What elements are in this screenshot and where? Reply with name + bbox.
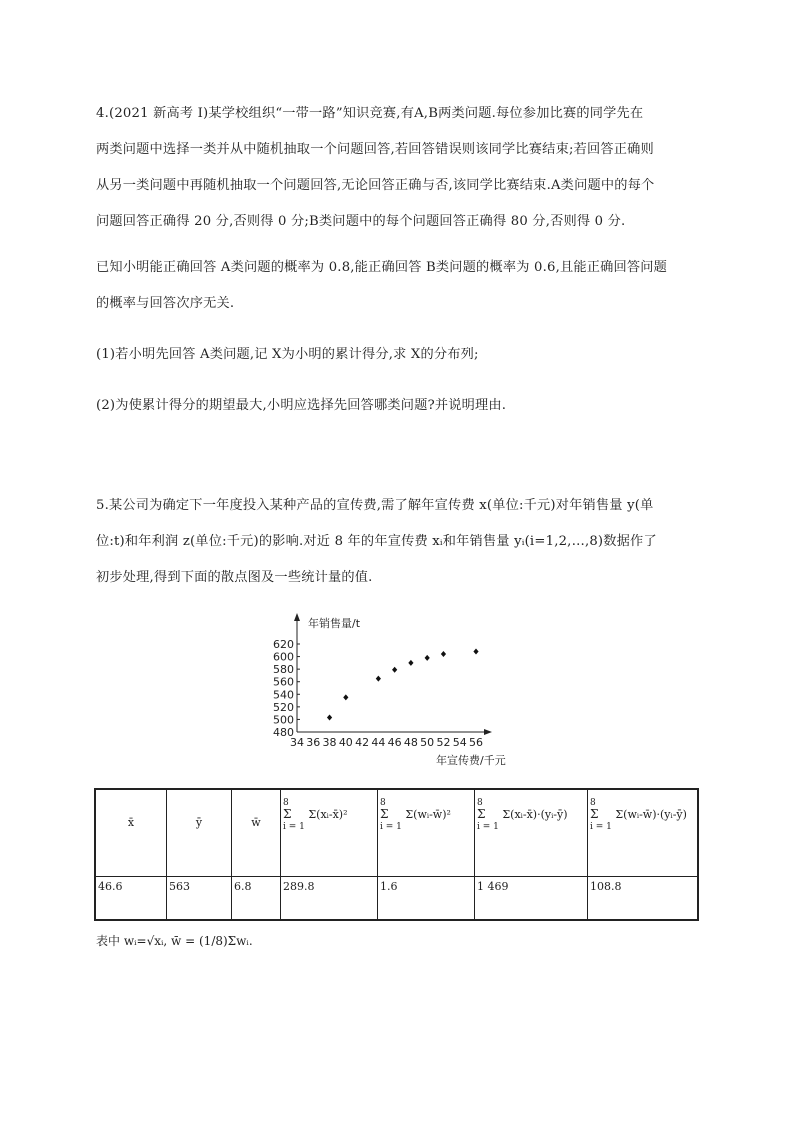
q4-para2-line-2: 的概率与回答次序无关. (96, 296, 235, 311)
x-tick-label: 48 (403, 736, 418, 749)
y-tick-label: 600 (273, 650, 294, 664)
x-tick-label: 52 (436, 736, 451, 749)
y-tick-label: 480 (273, 726, 294, 739)
data-point (376, 676, 381, 682)
footnote-prefix: 表中 (96, 934, 121, 948)
value-sum-wy: 108.8 (588, 877, 699, 921)
data-point (441, 651, 446, 657)
q4-part-2: (2)为使累计得分的期望最大,小明应选择先回答哪类问题?并说明理由. (96, 398, 507, 413)
data-point (343, 694, 348, 700)
header-sum-x-sq: 8 Σ i = 1 Σ(xᵢ-x̄)² (281, 789, 378, 877)
header-sum-w-sq: 8 Σ i = 1 Σ(wᵢ-w̄)² (378, 789, 475, 877)
x-tick-label: 42 (355, 736, 370, 749)
header-sum-xy: 8 Σ i = 1 Σ(xᵢ-x̄)·(yᵢ-ȳ) (475, 789, 588, 877)
footnote-formula: wᵢ=√xᵢ, w̄ = (1/8)Σwᵢ. (123, 934, 253, 948)
value-w-bar: 6.8 (232, 877, 281, 921)
x-tick-label: 46 (387, 736, 402, 749)
y-tick-label: 520 (273, 700, 294, 714)
x-tick-label: 56 (469, 736, 483, 749)
q4-part-1: (1)若小明先回答 A类问题,记 X为小明的累计得分,求 X的分布列; (96, 347, 479, 362)
x-tick-label: 54 (452, 736, 467, 749)
y-tick-label: 500 (273, 713, 294, 727)
value-x-bar: 46.6 (95, 877, 167, 921)
x-tick-label: 40 (338, 736, 353, 749)
q5-line-3: 初步处理,得到下面的散点图及一些统计量的值. (96, 570, 373, 585)
header-x-bar: x̄ (95, 789, 167, 877)
q4-line-3: 从另一类问题中再随机抽取一个问题回答,无论回答正确与否,该同学比赛结束.A类问题中的每个 (96, 178, 655, 193)
value-sum-w-sq: 1.6 (378, 877, 475, 921)
value-sum-xy: 1 469 (475, 877, 588, 921)
header-w-bar: w̄ (232, 789, 281, 877)
data-point (425, 655, 430, 661)
y-tick-label: 580 (273, 663, 294, 677)
data-point (392, 667, 397, 673)
q4-line-2: 两类问题中选择一类并从中随机抽取一个问题回答,若回答错误则该同学比赛结束;若回答正确则 (96, 142, 654, 157)
scatter-chart (260, 608, 540, 782)
data-point (473, 649, 478, 655)
q5-line-1: 5.某公司为确定下一年度投入某种产品的宣传费,需了解年宣传费 x(单位:千元)对年销售量 y(单 (96, 498, 654, 513)
q4-line-1: 4.(2021 新高考 Ⅰ)某学校组织“一带一路”知识竞赛,有A,B两类问题.每位参加比赛的同学先在 (96, 106, 644, 121)
data-point (408, 660, 413, 666)
y-axis-arrow (294, 613, 300, 621)
x-axis-label: 年宣传费/千元 (436, 754, 506, 767)
y-tick-label: 620 (273, 638, 294, 651)
x-axis-arrow (484, 729, 492, 735)
x-tick-label: 38 (322, 736, 337, 749)
y-tick-label: 540 (273, 688, 294, 702)
header-y-bar: ȳ (167, 789, 232, 877)
y-axis-label: 年销售量/t (308, 617, 361, 630)
data-point (327, 715, 332, 721)
value-sum-x-sq: 289.8 (281, 877, 378, 921)
x-tick-label: 44 (371, 736, 386, 749)
q4-line-4: 问题回答正确得 20 分,否则得 0 分;B类问题中的每个问题回答正确得 80 分,否则得 0 分. (96, 214, 626, 229)
x-tick-label: 36 (306, 736, 321, 749)
y-tick-label: 560 (273, 675, 294, 689)
x-tick-label: 34 (290, 736, 304, 749)
statistics-table (94, 788, 699, 921)
header-sum-wy: 8 Σ i = 1 Σ(wᵢ-w̄)·(yᵢ-ȳ) (588, 789, 699, 877)
value-y-bar: 563 (167, 877, 232, 921)
q5-line-2: 位:t)和年利润 z(单位:千元)的影响.对近 8 年的年宣传费 xᵢ和年销售量 yᵢ(i=1,2,…,8)数据作了 (96, 534, 657, 549)
table-footnote (96, 932, 253, 949)
q4-para2-line-1: 已知小明能正确回答 A类问题的概率为 0.8,能正确回答 B类问题的概率为 0.6,且能正确回答问题 (96, 260, 668, 275)
x-tick-label: 50 (420, 736, 435, 749)
